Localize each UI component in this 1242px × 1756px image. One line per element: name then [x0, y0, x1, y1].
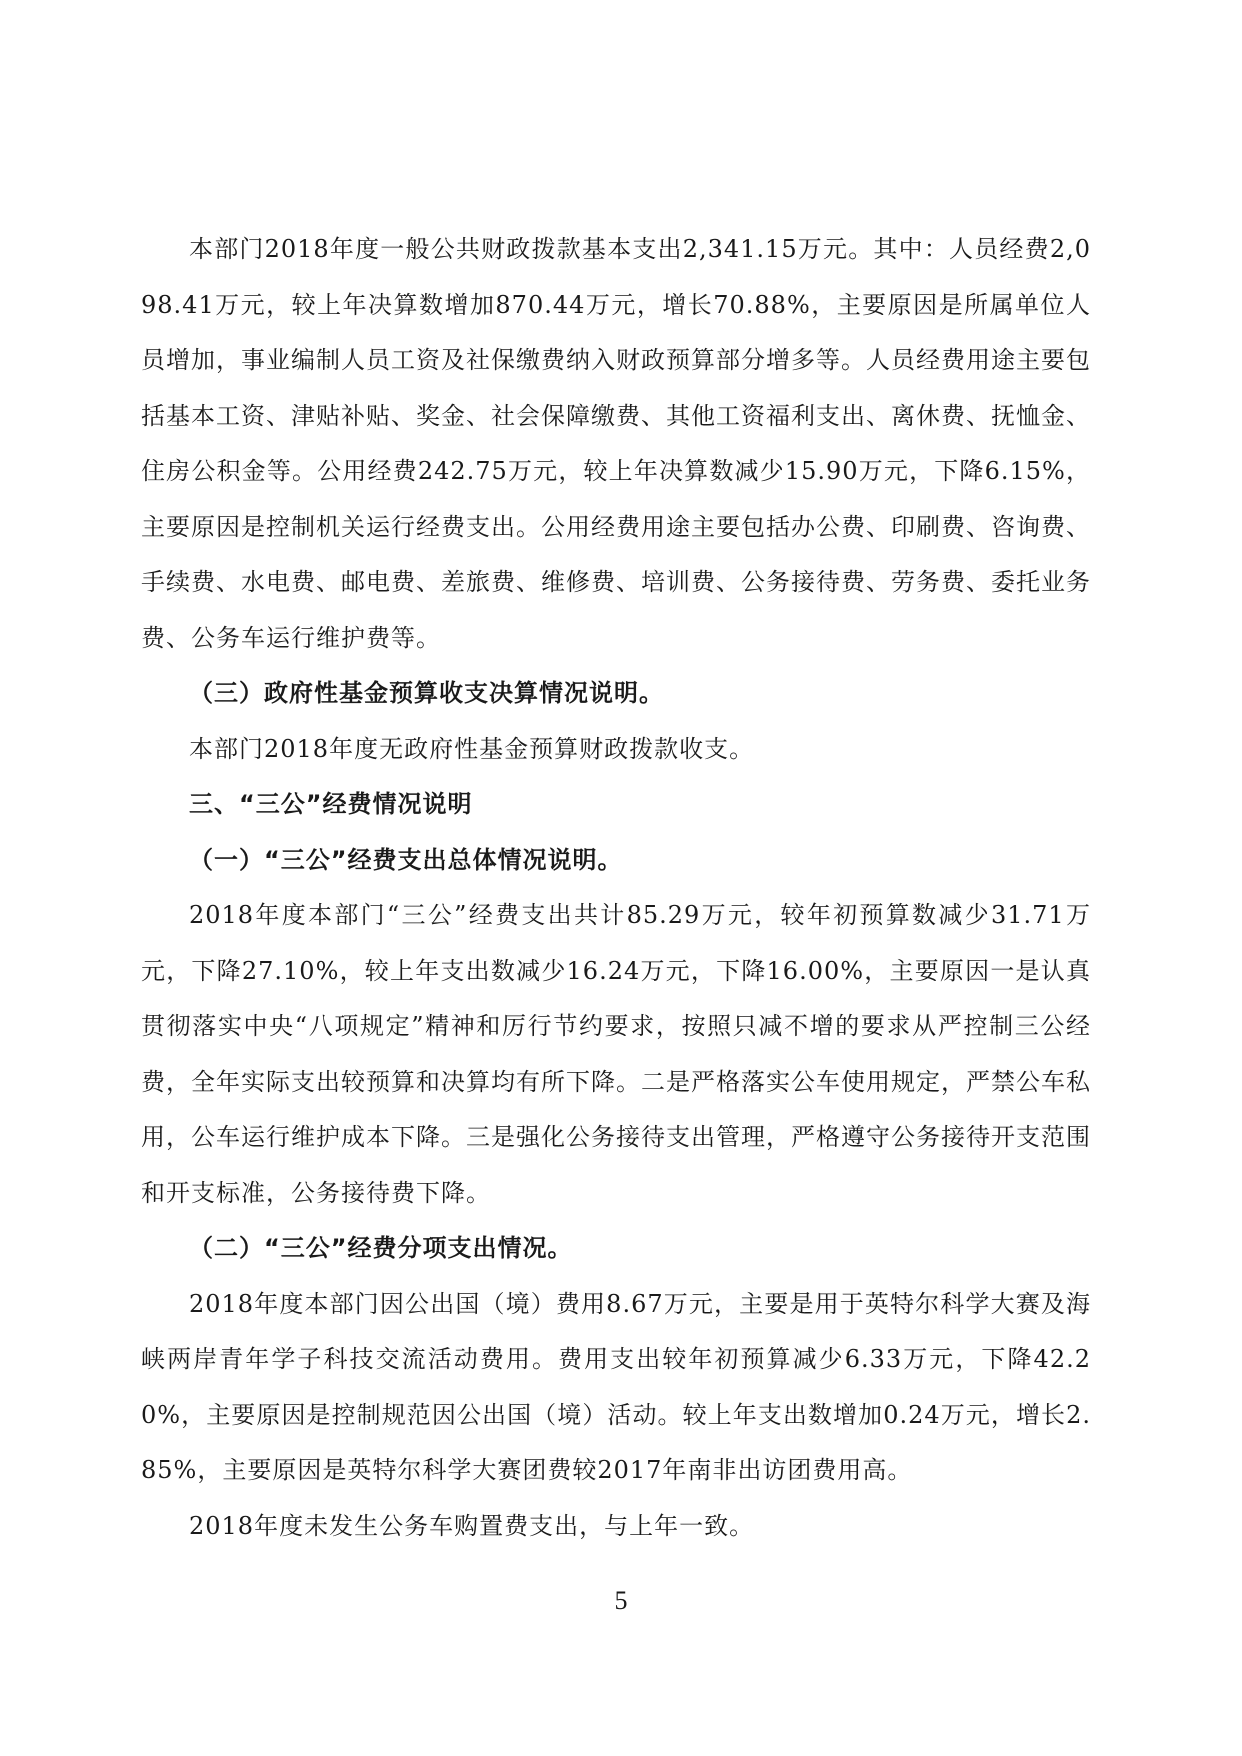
paragraph-overall-expenditure: 2018年度本部门“三公”经费支出共计85.29万元，较年初预算数减少31.71万元，下降27.10%，较上年支出数减少16.24万元，下降16.00%，主要原因一是认真贯彻落实中央“八项规定”精神和厉行节约要求，按照只减不增的要求从严控制三公经费，全年实际支出较预算和决算均有所下降。二是严格落实公车使用规定，严禁公车私用，公车运行维护成本下降。三是强化公务接待支出管理，严格遵守公务接待开支范围和开支标准，公务接待费下降。	[141, 901, 1091, 1207]
heading-three-public-expenses: 三、“三公”经费情况说明	[189, 790, 473, 818]
paragraph-overseas-travel: 2018年度本部门因公出国（境）费用8.67万元，主要是用于英特尔科学大赛及海峡两岸青年学子科技交流活动费用。费用支出较年初预算减少6.33万元，下降42.20%，主要原因是控制规范因公出国（境）活动。较上年支出数增加0.24万元，增长2.85%，主要原因是英特尔科学大赛团费较2017年南非出访团费用高。	[141, 1289, 1091, 1484]
heading-overall-expenditure: （一）“三公”经费支出总体情况说明。	[189, 845, 623, 874]
heading-itemized-expenditure: （二）“三公”经费分项支出情况。	[189, 1234, 573, 1262]
paragraph-government-fund: 本部门2018年度无政府性基金预算财政拨款收支。	[189, 734, 755, 763]
paragraph-basic-expenditure: 本部门2018年度一般公共财政拨款基本支出2,341.15万元。其中：人员经费2,098.41万元，较上年决算数增加870.44万元，增长70.88%，主要原因是所属单位人员增加，事业编制人员工资及社保缴费纳入财政预算部分增多等。人员经费用途主要包括基本工资、津贴补贴、奖金、社会保障缴费、其他工资福利支出、离休费、抚恤金、住房公积金等。公用经费242.75万元，较上年决算数减少15.90万元，下降6.15%，主要原因是控制机关运行经费支出。公用经费用途主要包括办公费、印刷费、咨询费、手续费、水电费、邮电费、差旅费、维修费、培训费、公务接待费、劳务费、委托业务费、公务车运行维护费等。	[141, 235, 1091, 652]
page-number: 5	[614, 1586, 628, 1615]
heading-government-fund: （三）政府性基金预算收支决算情况说明。	[189, 679, 664, 707]
paragraph-vehicle-purchase: 2018年度未发生公务车购置费支出，与上年一致。	[189, 1511, 755, 1540]
document-body	[141, 222, 1091, 1554]
